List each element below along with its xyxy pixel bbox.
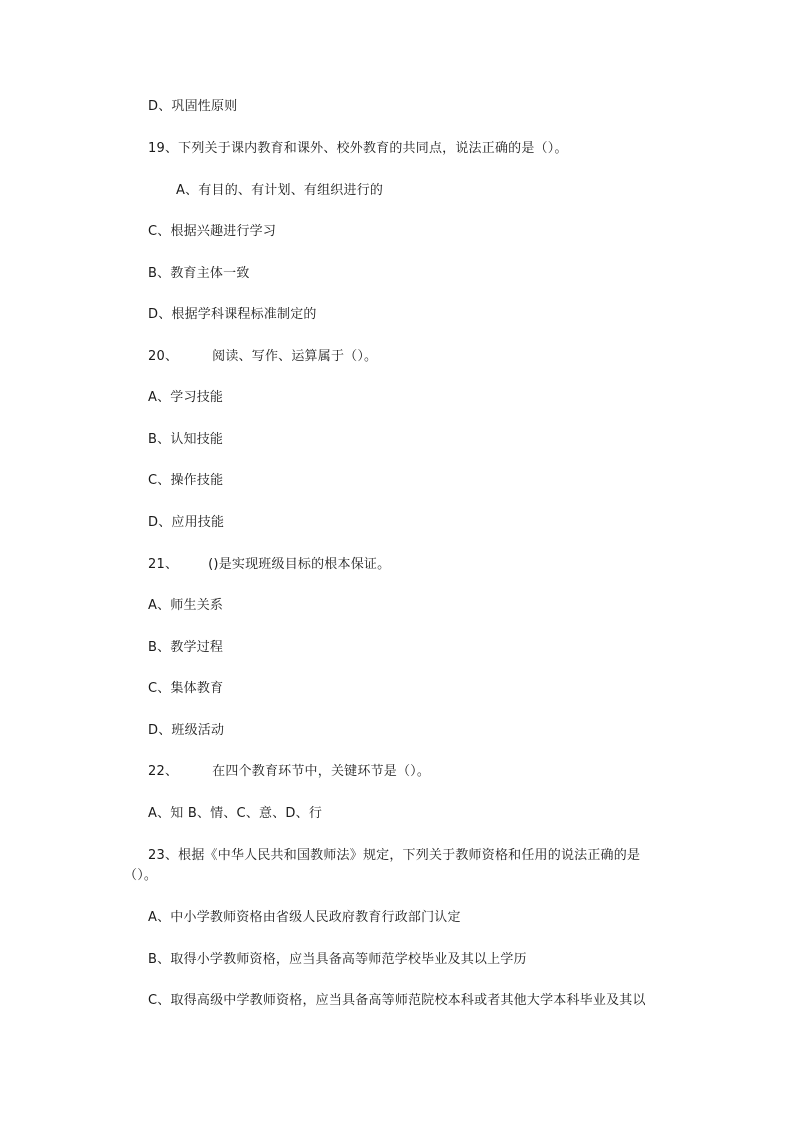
q19-option-d: D、根据学科课程标准制定的 [148,307,317,322]
q22-number: 22、 [148,764,179,779]
q19-option-a: A、有目的、有计划、有组织进行的 [176,183,384,198]
q23-stem-line-1: 23、根据《中华人民共和国教师法》规定，下列关于教师资格和任用的说法正确的是 [148,848,641,863]
q21-stem-line [148,555,390,575]
q23-option-a: A、中小学教师资格由省级人民政府教育行政部门认定 [148,910,461,925]
q23-stem-line-2: （）。 [124,868,158,883]
q19-option-b: B、教育主体一致 [148,266,250,281]
q20-number: 20、 [148,349,179,364]
q22-stem: 在四个教育环节中，关键环节是（）。 [212,764,431,779]
q19-stem: 19、下列关于课内教育和课外、校外教育的共同点，说法正确的是（）。 [148,141,568,156]
q21-option-c: C、集体教育 [148,681,224,696]
q21-option-a: A、师生关系 [148,598,224,613]
q20-option-b: B、认知技能 [148,432,224,447]
q20-stem-line [148,347,377,367]
q22-options: A、知 B、情、C、意、D、行 [148,806,323,821]
q20-option-c: C、操作技能 [148,473,224,488]
q20-option-a: A、学习技能 [148,390,224,405]
q22-stem-line [148,762,430,782]
q21-number: 21、 [148,557,179,572]
q18-option-d: D、巩固性原则 [148,99,238,114]
q21-stem: ()是实现班级目标的根本保证。 [208,557,391,572]
q23-option-c: C、取得高级中学教师资格，应当具备高等师范院校本科或者其他大学本科毕业及其以 [148,993,646,1008]
q20-stem: 阅读、写作、运算属于（）。 [212,349,378,364]
q20-option-d: D、应用技能 [148,515,225,530]
q19-option-c: C、根据兴趣进行学习 [148,224,277,239]
q23-option-b: B、取得小学教师资格，应当具备高等师范学校毕业及其以上学历 [148,952,527,967]
q21-option-d: D、班级活动 [148,723,225,738]
q21-option-b: B、教学过程 [148,640,224,655]
